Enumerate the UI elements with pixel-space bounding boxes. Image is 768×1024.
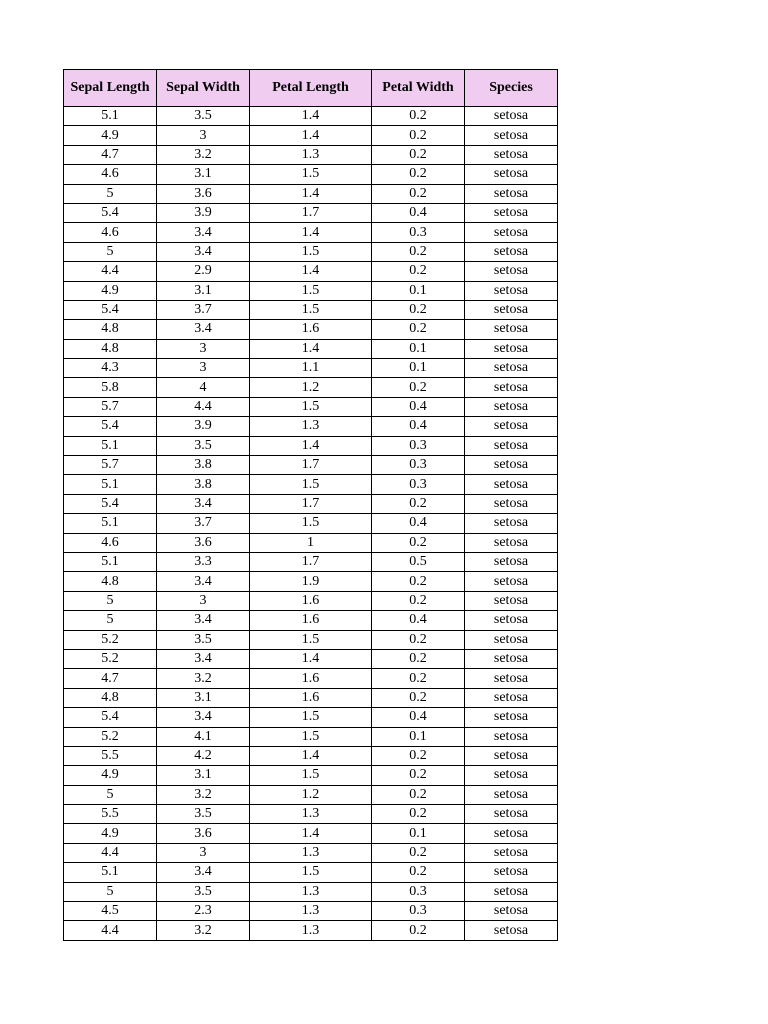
- cell-sepal-width[interactable]: 3.4: [157, 242, 250, 261]
- table-row: [64, 456, 558, 475]
- cell-species[interactable]: setosa: [465, 611, 558, 630]
- cell-sepal-width[interactable]: 3.6: [157, 533, 250, 552]
- table-row: [64, 630, 558, 649]
- cell-species[interactable]: setosa: [465, 320, 558, 339]
- table-row: [64, 902, 558, 921]
- cell-petal-length[interactable]: 1.4: [250, 184, 372, 203]
- cell-species[interactable]: setosa: [465, 824, 558, 843]
- cell-sepal-length[interactable]: 5.2: [64, 727, 157, 746]
- table-row: [64, 107, 558, 126]
- table-row: [64, 552, 558, 571]
- cell-sepal-length[interactable]: 4.6: [64, 223, 157, 242]
- cell-petal-width[interactable]: 0.2: [372, 591, 465, 610]
- cell-petal-length[interactable]: 1.5: [250, 766, 372, 785]
- cell-petal-width[interactable]: 0.3: [372, 456, 465, 475]
- cell-sepal-width[interactable]: 3.3: [157, 552, 250, 571]
- cell-sepal-length[interactable]: 5.4: [64, 708, 157, 727]
- table-row: [64, 262, 558, 281]
- cell-petal-width[interactable]: 0.4: [372, 708, 465, 727]
- cell-sepal-length[interactable]: 4.9: [64, 281, 157, 300]
- cell-species[interactable]: setosa: [465, 863, 558, 882]
- cell-petal-length[interactable]: 1.2: [250, 378, 372, 397]
- cell-species[interactable]: setosa: [465, 242, 558, 261]
- cell-petal-width[interactable]: 0.4: [372, 397, 465, 416]
- table-row: [64, 281, 558, 300]
- cell-petal-length[interactable]: 1.2: [250, 785, 372, 804]
- table-row: [64, 708, 558, 727]
- table-row: [64, 611, 558, 630]
- cell-sepal-length[interactable]: 5.4: [64, 417, 157, 436]
- cell-sepal-width[interactable]: 3: [157, 339, 250, 358]
- cell-species[interactable]: setosa: [465, 649, 558, 668]
- cell-species[interactable]: setosa: [465, 514, 558, 533]
- iris-data-table: [63, 69, 558, 941]
- cell-species[interactable]: setosa: [465, 552, 558, 571]
- cell-sepal-width[interactable]: 3.8: [157, 475, 250, 494]
- cell-petal-width[interactable]: 0.2: [372, 921, 465, 940]
- cell-petal-width[interactable]: 0.1: [372, 359, 465, 378]
- cell-sepal-width[interactable]: 2.9: [157, 262, 250, 281]
- cell-sepal-width[interactable]: 3.4: [157, 494, 250, 513]
- cell-petal-length[interactable]: 1.6: [250, 591, 372, 610]
- header-petal-width[interactable]: Petal Width: [372, 70, 465, 107]
- table-row: [64, 184, 558, 203]
- cell-petal-width[interactable]: 0.2: [372, 262, 465, 281]
- cell-sepal-length[interactable]: 5.1: [64, 107, 157, 126]
- table-row: [64, 766, 558, 785]
- table-body: [64, 107, 558, 941]
- cell-sepal-length[interactable]: 5.1: [64, 552, 157, 571]
- cell-petal-width[interactable]: 0.4: [372, 203, 465, 222]
- cell-petal-width[interactable]: 0.2: [372, 746, 465, 765]
- cell-petal-length[interactable]: 1.4: [250, 223, 372, 242]
- cell-sepal-width[interactable]: 3.5: [157, 805, 250, 824]
- cell-sepal-width[interactable]: 3.2: [157, 145, 250, 164]
- cell-petal-width[interactable]: 0.4: [372, 611, 465, 630]
- cell-species[interactable]: setosa: [465, 669, 558, 688]
- cell-sepal-width[interactable]: 3.9: [157, 417, 250, 436]
- cell-petal-width[interactable]: 0.2: [372, 300, 465, 319]
- cell-species[interactable]: setosa: [465, 688, 558, 707]
- table-row: [64, 727, 558, 746]
- cell-species[interactable]: setosa: [465, 843, 558, 862]
- cell-petal-length[interactable]: 1.6: [250, 669, 372, 688]
- table-row: [64, 475, 558, 494]
- cell-sepal-length[interactable]: 4.8: [64, 339, 157, 358]
- table-row: [64, 126, 558, 145]
- cell-sepal-length[interactable]: 5: [64, 591, 157, 610]
- table-row: [64, 824, 558, 843]
- cell-sepal-width[interactable]: 3.4: [157, 863, 250, 882]
- cell-petal-length[interactable]: 1.5: [250, 300, 372, 319]
- cell-species[interactable]: setosa: [465, 145, 558, 164]
- cell-sepal-width[interactable]: 3.2: [157, 669, 250, 688]
- cell-sepal-width[interactable]: 3.2: [157, 921, 250, 940]
- cell-sepal-length[interactable]: 4.9: [64, 766, 157, 785]
- cell-petal-width[interactable]: 0.2: [372, 184, 465, 203]
- cell-species[interactable]: setosa: [465, 184, 558, 203]
- table-row: [64, 863, 558, 882]
- cell-petal-width[interactable]: 0.2: [372, 126, 465, 145]
- spreadsheet-page: [63, 69, 558, 941]
- cell-sepal-width[interactable]: 3.4: [157, 649, 250, 668]
- cell-species[interactable]: setosa: [465, 456, 558, 475]
- cell-petal-length[interactable]: 1.4: [250, 107, 372, 126]
- cell-sepal-width[interactable]: 3: [157, 843, 250, 862]
- cell-sepal-width[interactable]: 3.5: [157, 630, 250, 649]
- cell-petal-length[interactable]: 1.3: [250, 882, 372, 901]
- table-row: [64, 378, 558, 397]
- cell-petal-length[interactable]: 1.5: [250, 630, 372, 649]
- cell-sepal-length[interactable]: 5.1: [64, 863, 157, 882]
- cell-species[interactable]: setosa: [465, 436, 558, 455]
- cell-sepal-length[interactable]: 4.9: [64, 824, 157, 843]
- cell-petal-width[interactable]: 0.2: [372, 242, 465, 261]
- cell-sepal-length[interactable]: 5.5: [64, 805, 157, 824]
- cell-petal-length[interactable]: 1.4: [250, 824, 372, 843]
- cell-petal-width[interactable]: 0.2: [372, 320, 465, 339]
- cell-sepal-length[interactable]: 4.6: [64, 165, 157, 184]
- cell-species[interactable]: setosa: [465, 591, 558, 610]
- cell-sepal-width[interactable]: 3.4: [157, 572, 250, 591]
- cell-petal-width[interactable]: 0.3: [372, 902, 465, 921]
- cell-sepal-length[interactable]: 5: [64, 184, 157, 203]
- cell-sepal-width[interactable]: 3: [157, 591, 250, 610]
- table-row: [64, 805, 558, 824]
- cell-species[interactable]: setosa: [465, 572, 558, 591]
- cell-sepal-width[interactable]: 4.4: [157, 397, 250, 416]
- cell-petal-width[interactable]: 0.2: [372, 572, 465, 591]
- cell-sepal-width[interactable]: 4.2: [157, 746, 250, 765]
- cell-petal-length[interactable]: 1.5: [250, 397, 372, 416]
- cell-petal-length[interactable]: 1.7: [250, 494, 372, 513]
- cell-petal-length[interactable]: 1.1: [250, 359, 372, 378]
- cell-species[interactable]: setosa: [465, 397, 558, 416]
- cell-petal-width[interactable]: 0.4: [372, 514, 465, 533]
- cell-species[interactable]: setosa: [465, 882, 558, 901]
- cell-petal-length[interactable]: 1.5: [250, 165, 372, 184]
- cell-petal-width[interactable]: 0.1: [372, 824, 465, 843]
- cell-sepal-width[interactable]: 3.1: [157, 766, 250, 785]
- cell-species[interactable]: setosa: [465, 727, 558, 746]
- cell-petal-length[interactable]: 1.5: [250, 281, 372, 300]
- cell-sepal-length[interactable]: 4.8: [64, 688, 157, 707]
- cell-species[interactable]: setosa: [465, 165, 558, 184]
- cell-petal-length[interactable]: 1.5: [250, 708, 372, 727]
- cell-species[interactable]: setosa: [465, 533, 558, 552]
- cell-petal-width[interactable]: 0.2: [372, 688, 465, 707]
- table-row: [64, 533, 558, 552]
- cell-sepal-length[interactable]: 5.2: [64, 630, 157, 649]
- cell-sepal-width[interactable]: 3.9: [157, 203, 250, 222]
- cell-species[interactable]: setosa: [465, 107, 558, 126]
- cell-sepal-length[interactable]: 5.8: [64, 378, 157, 397]
- cell-sepal-length[interactable]: 5: [64, 882, 157, 901]
- cell-petal-length[interactable]: 1.5: [250, 727, 372, 746]
- cell-petal-length[interactable]: 1.3: [250, 902, 372, 921]
- cell-petal-length[interactable]: 1.7: [250, 456, 372, 475]
- cell-species[interactable]: setosa: [465, 630, 558, 649]
- cell-sepal-length[interactable]: 4.5: [64, 902, 157, 921]
- cell-species[interactable]: setosa: [465, 378, 558, 397]
- cell-petal-width[interactable]: 0.4: [372, 417, 465, 436]
- cell-petal-length[interactable]: 1.6: [250, 611, 372, 630]
- header-sepal-width[interactable]: Sepal Width: [157, 70, 250, 107]
- table-row: [64, 320, 558, 339]
- cell-species[interactable]: setosa: [465, 785, 558, 804]
- cell-sepal-width[interactable]: 3.7: [157, 300, 250, 319]
- cell-sepal-length[interactable]: 5.5: [64, 746, 157, 765]
- cell-sepal-length[interactable]: 5.4: [64, 494, 157, 513]
- table-row: [64, 165, 558, 184]
- cell-petal-length[interactable]: 1: [250, 533, 372, 552]
- cell-petal-width[interactable]: 0.2: [372, 785, 465, 804]
- cell-petal-width[interactable]: 0.2: [372, 766, 465, 785]
- table-row: [64, 436, 558, 455]
- cell-petal-length[interactable]: 1.9: [250, 572, 372, 591]
- cell-petal-width[interactable]: 0.2: [372, 165, 465, 184]
- table-row: [64, 921, 558, 940]
- cell-species[interactable]: setosa: [465, 417, 558, 436]
- cell-sepal-length[interactable]: 5.4: [64, 203, 157, 222]
- cell-species[interactable]: setosa: [465, 359, 558, 378]
- cell-sepal-width[interactable]: 3.5: [157, 107, 250, 126]
- cell-sepal-length[interactable]: 5: [64, 611, 157, 630]
- cell-sepal-width[interactable]: 3.4: [157, 223, 250, 242]
- table-row: [64, 572, 558, 591]
- cell-sepal-width[interactable]: 3.7: [157, 514, 250, 533]
- cell-species[interactable]: setosa: [465, 766, 558, 785]
- cell-petal-width[interactable]: 0.2: [372, 863, 465, 882]
- table-row: [64, 688, 558, 707]
- cell-species[interactable]: setosa: [465, 475, 558, 494]
- cell-sepal-length[interactable]: 5.2: [64, 649, 157, 668]
- cell-sepal-length[interactable]: 4.9: [64, 126, 157, 145]
- cell-petal-width[interactable]: 0.2: [372, 533, 465, 552]
- cell-sepal-length[interactable]: 4.7: [64, 669, 157, 688]
- cell-species[interactable]: setosa: [465, 281, 558, 300]
- cell-petal-width[interactable]: 0.5: [372, 552, 465, 571]
- cell-petal-length[interactable]: 1.7: [250, 203, 372, 222]
- cell-species[interactable]: setosa: [465, 126, 558, 145]
- cell-petal-width[interactable]: 0.2: [372, 630, 465, 649]
- header-species[interactable]: Species: [465, 70, 558, 107]
- cell-sepal-width[interactable]: 4: [157, 378, 250, 397]
- cell-petal-width[interactable]: 0.3: [372, 475, 465, 494]
- cell-sepal-length[interactable]: 4.4: [64, 262, 157, 281]
- cell-petal-width[interactable]: 0.3: [372, 436, 465, 455]
- cell-sepal-width[interactable]: 3.1: [157, 281, 250, 300]
- cell-petal-length[interactable]: 1.4: [250, 436, 372, 455]
- cell-species[interactable]: setosa: [465, 746, 558, 765]
- cell-sepal-length[interactable]: 4.7: [64, 145, 157, 164]
- table-row: [64, 223, 558, 242]
- cell-petal-length[interactable]: 1.4: [250, 339, 372, 358]
- cell-sepal-length[interactable]: 4.4: [64, 921, 157, 940]
- cell-petal-width[interactable]: 0.2: [372, 649, 465, 668]
- cell-petal-length[interactable]: 1.4: [250, 746, 372, 765]
- cell-sepal-width[interactable]: 3.1: [157, 688, 250, 707]
- cell-sepal-width[interactable]: 3.6: [157, 824, 250, 843]
- cell-petal-width[interactable]: 0.1: [372, 339, 465, 358]
- cell-petal-width[interactable]: 0.1: [372, 281, 465, 300]
- table-row: [64, 417, 558, 436]
- table-row: [64, 649, 558, 668]
- table-row: [64, 669, 558, 688]
- header-petal-length[interactable]: Petal Length: [250, 70, 372, 107]
- header-sepal-length[interactable]: Sepal Length: [64, 70, 157, 107]
- table-row: [64, 300, 558, 319]
- header-row: [64, 70, 558, 107]
- cell-sepal-length[interactable]: 4.6: [64, 533, 157, 552]
- cell-sepal-width[interactable]: 3.1: [157, 165, 250, 184]
- cell-species[interactable]: setosa: [465, 494, 558, 513]
- cell-sepal-width[interactable]: 3.6: [157, 184, 250, 203]
- cell-species[interactable]: setosa: [465, 921, 558, 940]
- table-row: [64, 339, 558, 358]
- cell-sepal-length[interactable]: 4.3: [64, 359, 157, 378]
- cell-sepal-length[interactable]: 5: [64, 785, 157, 804]
- cell-petal-width[interactable]: 0.2: [372, 494, 465, 513]
- cell-petal-width[interactable]: 0.3: [372, 223, 465, 242]
- cell-species[interactable]: setosa: [465, 902, 558, 921]
- cell-sepal-width[interactable]: 3.4: [157, 320, 250, 339]
- cell-petal-width[interactable]: 0.2: [372, 107, 465, 126]
- cell-petal-length[interactable]: 1.4: [250, 649, 372, 668]
- cell-sepal-width[interactable]: 3: [157, 359, 250, 378]
- cell-sepal-length[interactable]: 5.1: [64, 475, 157, 494]
- table-row: [64, 397, 558, 416]
- table-row: [64, 746, 558, 765]
- cell-sepal-length[interactable]: 4.4: [64, 843, 157, 862]
- cell-species[interactable]: setosa: [465, 262, 558, 281]
- cell-species[interactable]: setosa: [465, 805, 558, 824]
- cell-petal-length[interactable]: 1.6: [250, 688, 372, 707]
- cell-species[interactable]: setosa: [465, 339, 558, 358]
- cell-sepal-length[interactable]: 4.8: [64, 320, 157, 339]
- cell-petal-length[interactable]: 1.6: [250, 320, 372, 339]
- cell-petal-length[interactable]: 1.3: [250, 921, 372, 940]
- cell-sepal-width[interactable]: 3.4: [157, 611, 250, 630]
- cell-sepal-width[interactable]: 3.4: [157, 708, 250, 727]
- cell-sepal-width[interactable]: 3.5: [157, 436, 250, 455]
- cell-petal-width[interactable]: 0.2: [372, 669, 465, 688]
- cell-sepal-width[interactable]: 3.8: [157, 456, 250, 475]
- cell-petal-length[interactable]: 1.3: [250, 417, 372, 436]
- cell-petal-width[interactable]: 0.2: [372, 843, 465, 862]
- cell-petal-length[interactable]: 1.4: [250, 262, 372, 281]
- cell-species[interactable]: setosa: [465, 708, 558, 727]
- cell-species[interactable]: setosa: [465, 223, 558, 242]
- table-row: [64, 203, 558, 222]
- cell-petal-length[interactable]: 1.5: [250, 242, 372, 261]
- cell-petal-width[interactable]: 0.2: [372, 805, 465, 824]
- cell-sepal-width[interactable]: 3: [157, 126, 250, 145]
- cell-petal-width[interactable]: 0.1: [372, 727, 465, 746]
- table-row: [64, 591, 558, 610]
- table-row: [64, 242, 558, 261]
- cell-petal-length[interactable]: 1.4: [250, 126, 372, 145]
- cell-species[interactable]: setosa: [465, 203, 558, 222]
- cell-petal-width[interactable]: 0.3: [372, 882, 465, 901]
- cell-sepal-length[interactable]: 5: [64, 242, 157, 261]
- table-row: [64, 785, 558, 804]
- table-row: [64, 514, 558, 533]
- cell-sepal-width[interactable]: 4.1: [157, 727, 250, 746]
- cell-sepal-width[interactable]: 3.5: [157, 882, 250, 901]
- cell-petal-length[interactable]: 1.5: [250, 475, 372, 494]
- cell-petal-width[interactable]: 0.2: [372, 145, 465, 164]
- cell-sepal-width[interactable]: 2.3: [157, 902, 250, 921]
- cell-petal-length[interactable]: 1.5: [250, 863, 372, 882]
- cell-sepal-length[interactable]: 5.7: [64, 397, 157, 416]
- table-row: [64, 359, 558, 378]
- cell-petal-length[interactable]: 1.5: [250, 514, 372, 533]
- cell-petal-length[interactable]: 1.7: [250, 552, 372, 571]
- cell-petal-width[interactable]: 0.2: [372, 378, 465, 397]
- cell-petal-length[interactable]: 1.3: [250, 843, 372, 862]
- cell-sepal-length[interactable]: 5.7: [64, 456, 157, 475]
- table-row: [64, 494, 558, 513]
- table-row: [64, 882, 558, 901]
- cell-sepal-length[interactable]: 5.1: [64, 436, 157, 455]
- cell-sepal-width[interactable]: 3.2: [157, 785, 250, 804]
- cell-petal-length[interactable]: 1.3: [250, 145, 372, 164]
- cell-sepal-length[interactable]: 5.4: [64, 300, 157, 319]
- cell-species[interactable]: setosa: [465, 300, 558, 319]
- table-row: [64, 145, 558, 164]
- cell-sepal-length[interactable]: 4.8: [64, 572, 157, 591]
- table-row: [64, 843, 558, 862]
- cell-petal-length[interactable]: 1.3: [250, 805, 372, 824]
- cell-sepal-length[interactable]: 5.1: [64, 514, 157, 533]
